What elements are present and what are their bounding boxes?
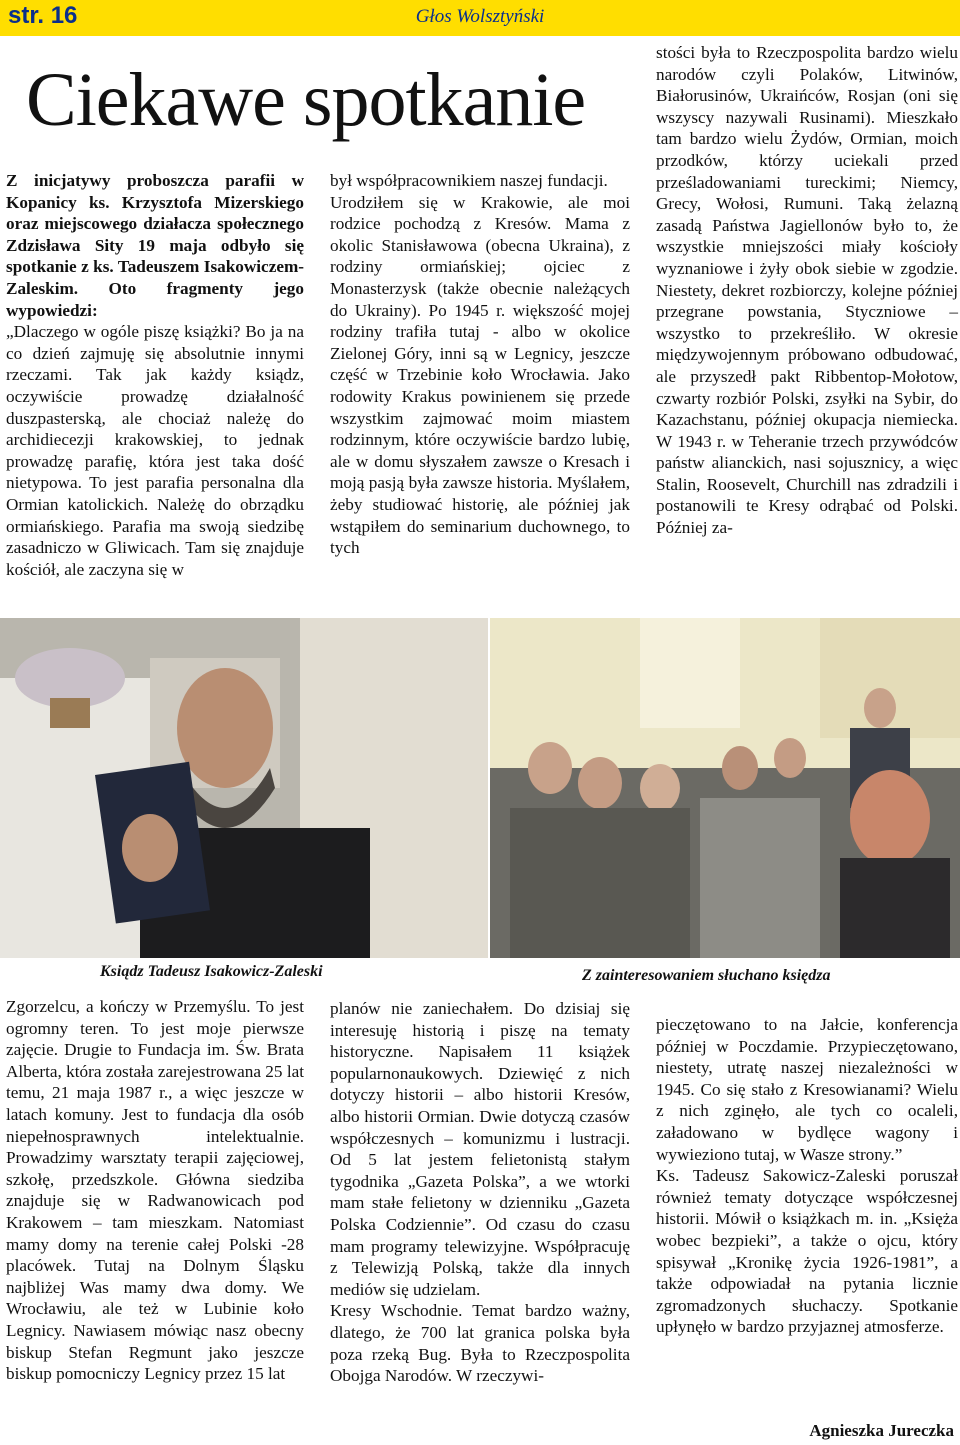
column-3-text: stości była to Rzeczpospolita bardzo wielu narodów czyli Polaków, Litwinów, Białorusinów, Ukraińców, Rosjan (oni się wszyscy nazywali Rusinami). Mieszkało tam bardzo wielu Żydów, Ormian, moich przodków, którzy uciekali przed prześladowaniami tureckimi; Niemcy, Grecy, Wołosi, Rumuni. Taką żelazną zasadą Państwa Jagiellonów było to, że wszystkie mniejszości miały kościoły wyznaniowe i żyły obok siebie w zgodzie. Niestety, dekret rozbiorczy, kolejne później przegrane powstania, Styczniowe – wszystko to przekreśliło. W okresie międzywojennym próbowano odbudować, ale przyszedł pakt Ribbentop-Mołotow, czwarty rozbiór Polski, zsyłki na Sybir, do Kazachstanu, później okupacja niemiecka. W 1943 r. w Teheranie trzech przywódców państw alianckich, nasi sojusznicy, a więc Stalin, Roosevelt, Churchill nas zdradzili i postanowili te Kresy odrąbać od Polski. Później za- [656, 43, 958, 538]
column-2 [330, 170, 630, 559]
column-2-paragraph: był współpracownikiem naszej fundacji. [330, 171, 608, 190]
column-6-paragraph: Ks. Tadeusz Sakowicz-Zaleski poruszał również tematy dotyczące współczesnej historii. Mówił o książkach m. in. „Księża wobec bezpieki”, a także o ojcu, który spisywał „Kronikę życia 1926-1981”, a także odpowiadał na pytania licznie zgromadzonych słuchaczy. Spotkanie upłynęło w bardzo przyjaznej atmosferze. [656, 1166, 958, 1337]
article-lead: Z inicjatywy proboszcza parafii w Kopanicy ks. Krzysztofa Mizerskiego oraz miejscowego działacza społecznego Zdzisława Sity 19 maja odbyło się spotkanie z ks. Tadeuszem Isakowiczem-Zaleskim. Oto fragmenty jego wypowiedzi: [6, 171, 304, 320]
column-3 [656, 42, 958, 539]
column-4 [6, 996, 304, 1385]
headline: Ciekawe spotkanie [26, 58, 586, 142]
column-2-paragraph: Urodziłem się w Krakowie, ale moi rodzice pochodzą z Kresów. Mama z okolic Stanisławowa (obecna Ukraina), z rodziny ormiańskiej; ojciec z Monasterzysk (także obecnie należących do Ukrainy). Po 1945 r. większość mojej rodziny trafiła tutaj - albo w okolice Zielonej Góry, inni są w Legnicy, jeszcze część w Trzebinie koło Wrocławia. Jako rodowity Krakus powinienem się przede wszystkim zajmować moim miastem rodzinnym, które oczywiście bardzo lubię, ale w domu słyszałem zawsze o Kresach i moją pasją była zawsze historia. Myślałem, żeby studiować historię, ale później jak wstąpiłem do seminarium duchownego, to tych [330, 192, 630, 558]
photo-priest [0, 618, 488, 958]
column-5 [330, 998, 630, 1387]
page-number: str. 16 [8, 2, 78, 29]
column-4-text: Zgorzelcu, a kończy w Przemyślu. To jest ogromny teren. To jest moje pierwsze zajęcie. Drugie to Fundacja im. Św. Brata Alberta, która została zarejestrowana 25 lat temu, 21 maja 1987 r., a więc jeszcze w latach komuny. Jest to fundacja dla osób niepełnosprawnych intelektualnie. Prowadzimy warsztaty terapii zajęciowej, szkołę, przedszkole. Główna siedziba znajduje się w Radwanowicach pod Krakowem – tam mieszkam. Natomiast mamy domy na terenie całej Polski -28 placówek. Tutaj na Dolnym Śląsku najbliżej Was mamy dwa domy. We Wrocławiu, ale też w Lubinie koło Legnicy. Nawiasem mówiąc nasz obecny biskup Stefan Regmunt jako jeszcze biskup pomocniczy Legnicy przez 15 lat [6, 997, 304, 1384]
column-6 [656, 1014, 958, 1338]
author-signature: Agnieszka Jureczka [809, 1421, 954, 1440]
column-1-text: „Dlaczego w ogóle piszę książki? Bo ja na co dzień zajmuję się absolutnie innymi rzeczami. Tak jak każdy ksiądz, oczywiście prowadzę działalność duszpasterską, ale chociaż należę do archidiecezji krakowskiej, to jednak prowadzę parafię, która jest taka dość nietypowa. To jest parafia personalna dla Ormian katolickich. Należę do obrządku ormiańskiego. Parafia ma swoją siedzibę zasadniczo w Gliwicach. Tam się znajduje kościół, ale zaczyna się w [6, 322, 304, 579]
newspaper-name: Głos Wolsztyński [415, 6, 545, 27]
photo-audience [490, 618, 960, 958]
column-5-paragraph: planów nie zaniechałem. Do dzisiaj się interesuję historią i piszę na tematy historyczne. Napisałem 11 książek popularnonaukowych. Dziewięć z nich dotyczy historii – albo historii Kresów, albo historii Ormian. Dwie dotyczą czasów współczesnych – komunizmu i lustracji. Od 5 lat jestem felietonistą stałym tygodnika „Gazeta Polska”, a we wtorki mam stałe felietony w dzienniku „Gazeta Polska Codziennie”. Od czasu do czasu mam programy telewizyjne. Współpracuję z Telewizją Polską, także dla innych mediów się udzielam. [330, 999, 630, 1299]
photo-caption-right: Z zainteresowaniem słuchano księdza [582, 967, 831, 984]
column-1 [6, 170, 304, 580]
photo-caption-left: Ksiądz Tadeusz Isakowicz-Zaleski [100, 963, 323, 980]
column-6-paragraph: pieczętowano to na Jałcie, konferencja później w Poczdamie. Przypieczętowano, niestety, utratę naszej niezależności w 1945. Co się stało z Kresowianami? Wielu z nich zginęło, ale tych co ocaleli, załadowano w bydlęce wagony i wywieziono tutaj, w Wasze strony.” [656, 1015, 958, 1164]
column-5-paragraph: Kresy Wschodnie. Temat bardzo ważny, dlatego, że 700 lat granica polska była poza rzeką Bug. Była to Rzeczpospolita Obojga Narodów. W rzeczywi- [330, 1301, 630, 1386]
